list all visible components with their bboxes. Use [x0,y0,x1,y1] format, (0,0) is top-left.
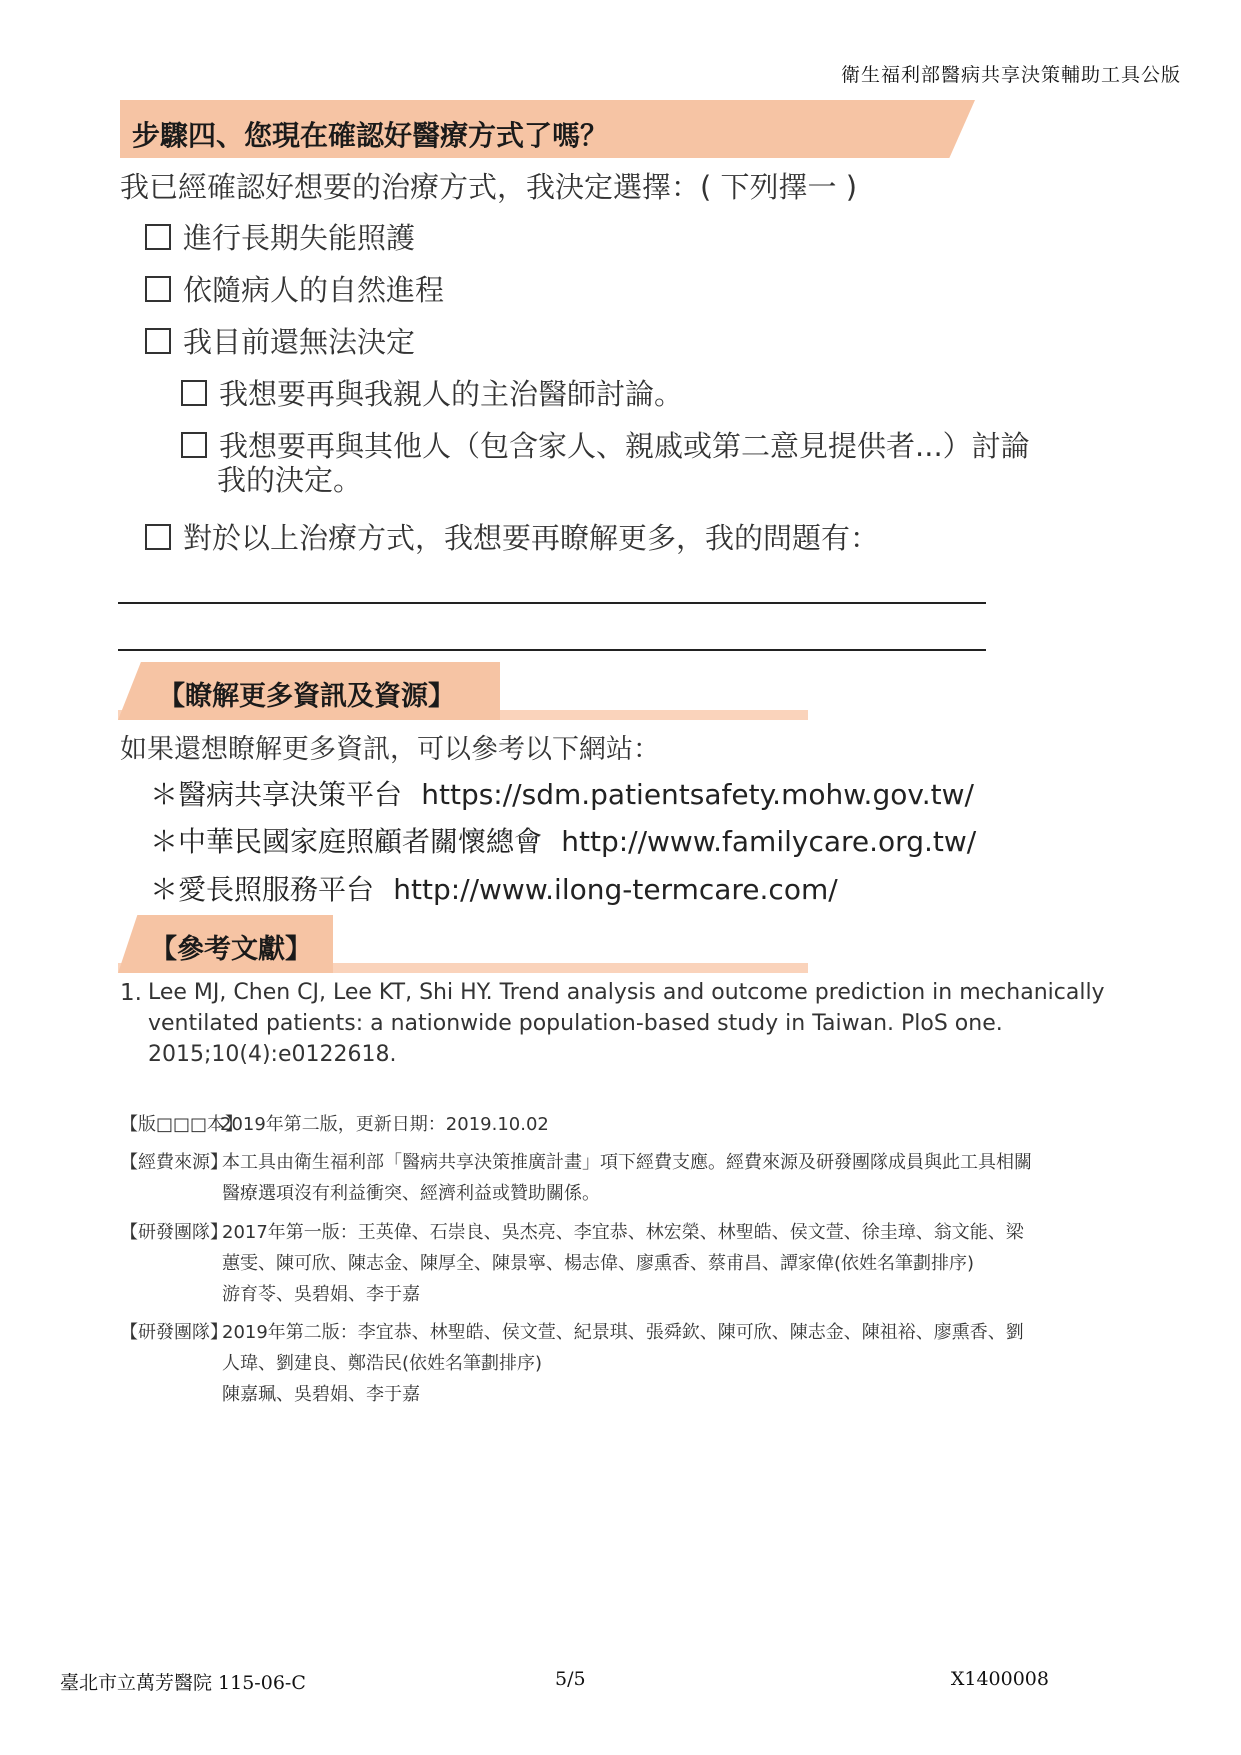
option-label-questions: 對於以上治療方式，我想要再瞭解更多，我的問題有： [183,521,880,555]
option-checkbox-long-term-care[interactable] [145,224,171,250]
option-label-undecided: 我目前還無法決定 [183,325,416,359]
funding-info [120,1146,1100,1216]
resource-url-familycare[interactable]: http://www.familycare.org.tw/ [561,825,977,858]
team1-line-2: 蕙雯、陳可欣、陳志金、陳厚全、陳景寧、楊志偉、廖熏香、蔡甫昌、譚家偉(依姓名筆劃排序) [222,1253,975,1274]
resource-url-sdm[interactable]: https://sdm.patientsafety.mohw.gov.tw/ [421,778,974,811]
resource-link-ilong[interactable] [150,868,838,908]
team1-label: 【研發團隊】 [120,1222,228,1243]
sub-option-checkbox-doctor[interactable] [181,380,207,406]
footer-code: X1400008 [950,1668,1049,1690]
version-info [120,1108,1100,1142]
resources-title: 【瞭解更多資訊及資源】 [158,681,455,712]
sub-option-label-others-cont: 我的決定。 [217,463,363,497]
resource-name-familycare: ＊中華民國家庭照顧者關懷總會 [150,825,543,858]
footer-hospital: 臺北市立萬芳醫院 115-06-C [60,1672,306,1694]
option-label-long-term-care: 進行長期失能照護 [183,221,416,255]
step4-intro: 我已經確認好想要的治療方式，我決定選擇：( 下列擇一 ) [120,170,858,204]
reference-line-1: Lee MJ, Chen CJ, Lee KT, Shi HY. Trend analysis and outcome prediction in mechanically [148,980,1105,1005]
reference-line-3: 2015;10(4):e0122618. [148,1042,397,1067]
document-header-title: 衛生福利部醫病共享決策輔助工具公版 [840,64,1181,86]
resource-link-familycare[interactable] [150,820,976,860]
option-checkbox-undecided[interactable] [145,328,171,354]
sub-option-checkbox-others[interactable] [181,432,207,458]
resource-link-sdm[interactable] [150,773,974,813]
question-answer-line-2[interactable] [118,649,986,651]
sub-option-label-doctor: 我想要再與我親人的主治醫師討論。 [219,377,684,411]
team1-line-1: 2017年第一版：王英偉、石崇良、吳杰亮、李宜恭、林宏榮、林聖皓、侯文萱、徐圭璋、翁文能、梁 [222,1222,1024,1243]
sub-option-label-others: 我想要再與其他人（包含家人、親戚或第二意見提供者...）討論 [219,429,1030,463]
team2-line-2: 人瑋、劉建良、鄭浩民(依姓名筆劃排序) [222,1353,543,1374]
version-label: 【版□□□本】 [120,1114,244,1135]
resources-intro: 如果還想瞭解更多資訊，可以參考以下網站： [120,734,660,765]
step4-title: 步驟四、您現在確認好醫療方式了嗎？ [132,119,609,152]
team2-label: 【研發團隊】 [120,1322,228,1343]
version-value: 2019年第二版，更新日期：2019.10.02 [220,1114,549,1135]
resource-url-ilong[interactable]: http://www.ilong-termcare.com/ [393,873,838,906]
resource-name-sdm: ＊醫病共享決策平台 [150,778,403,811]
references-title: 【參考文獻】 [150,934,312,965]
reference-line-2: ventilated patients: a nationwide population-based study in Taiwan. PloS one. [148,1011,1003,1036]
funding-line-2: 醫療選項沒有利益衝突、經濟利益或贊助關係。 [222,1183,600,1204]
reference-number: 1. [120,980,142,1006]
option-checkbox-questions[interactable] [145,524,171,550]
funding-line-1: 本工具由衛生福利部「醫病共享決策推廣計畫」項下經費支應。經費來源及研發團隊成員與此工具相關 [222,1152,1032,1173]
team1-line-3: 游育苓、吳碧娟、李于嘉 [222,1284,420,1305]
footer-page-number: 5/5 [555,1668,586,1690]
team2-line-1: 2019年第二版：李宜恭、林聖皓、侯文萱、紀景琪、張舜欽、陳可欣、陳志金、陳祖裕、廖熏香、劉 [222,1322,1024,1343]
question-answer-line-1[interactable] [118,602,986,604]
funding-label: 【經費來源】 [120,1152,228,1173]
option-label-natural-course: 依隨病人的自然進程 [183,273,445,307]
team1-info [120,1216,1100,1316]
team2-info [120,1316,1100,1416]
resource-name-ilong: ＊愛長照服務平台 [150,873,375,906]
option-checkbox-natural-course[interactable] [145,276,171,302]
team2-line-3: 陳嘉珮、吳碧娟、李于嘉 [222,1384,420,1405]
